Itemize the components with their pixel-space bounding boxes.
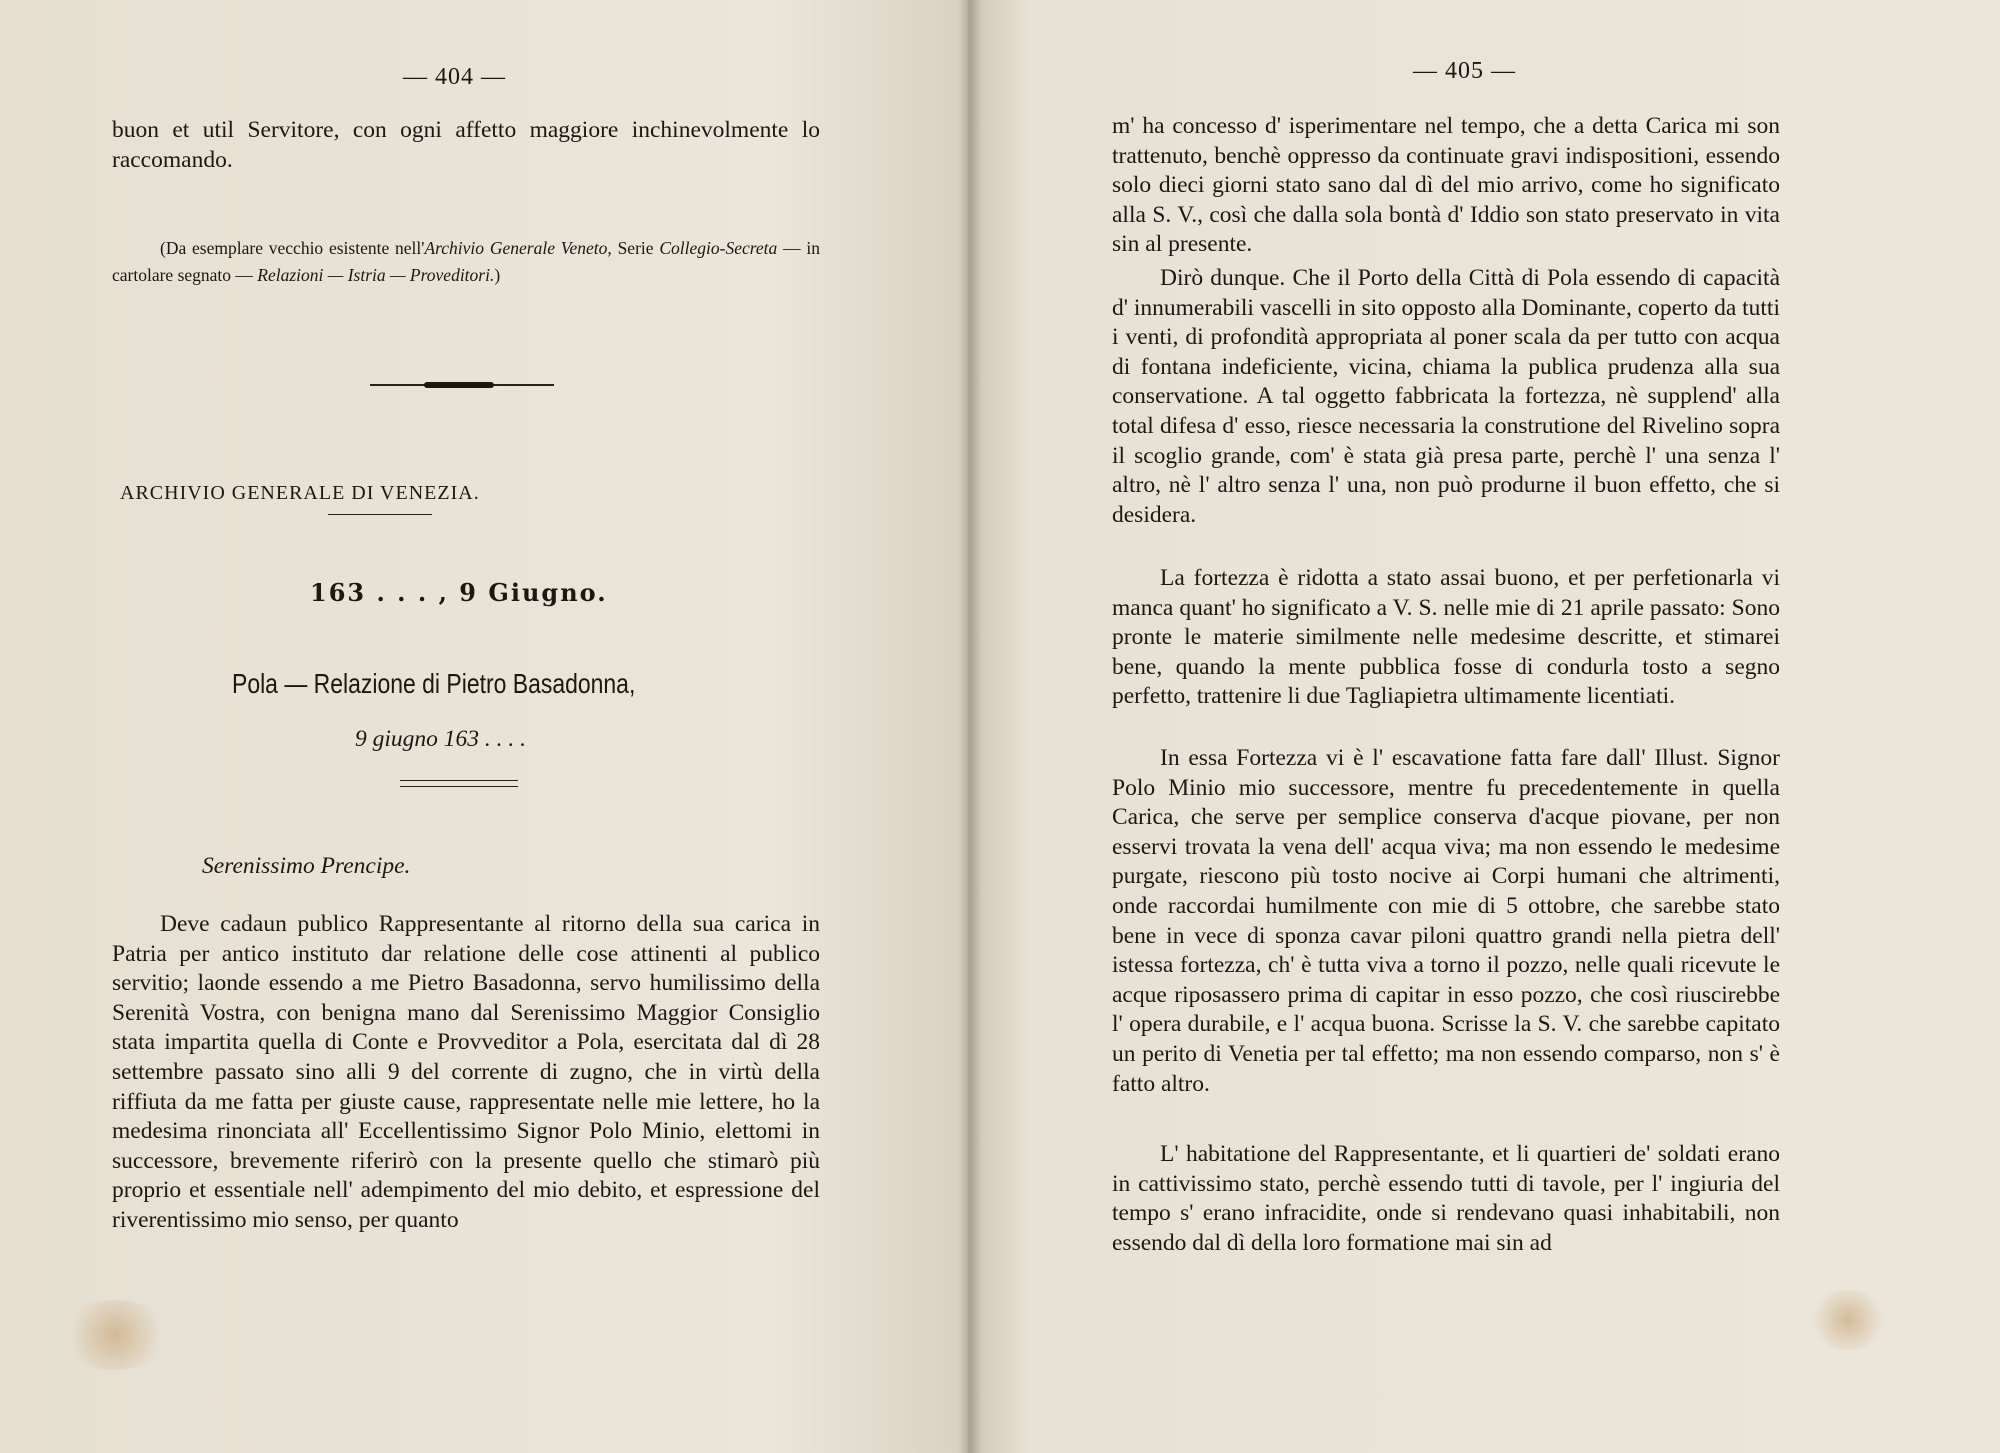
body-paragraph: Deve cadaun publico Rappresentante al ritorno della sua carica in Patria per antico instituto dar relatione delle cose attinenti al publico servitio; laonde essendo a me Pietro Basadonna, servo humilissimo della Serenità Vostra, con benigna mano dal Serenissimo Maggior Consiglio stata impartita quella di Conte e Provveditor a Pola, esercitata dal dì 28 settembre passato sino alli 9 del corrente di zugno, che in virtù della riffiuta da me fatta per giuste cause, rappresentate nelle mie lettere, ho la medesima rinonciata all' Eccellentissimo Signor Polo Minio, elettomi in successore, brevemente riferirò con la presente quello che stimarò più proprio et essentiale nell' adempimento del mio debito, et espressione del riverentissimo mio senso, per quanto [112,911,820,1233]
source-note-suffix: ) [494,265,501,285]
paper-stain [60,1300,170,1370]
continuation-text: buon et util Servitore, con ogni affetto maggiore inchinevolmente lo raccomando. [112,117,820,173]
source-note-prefix: (Da esemplare vecchio esistente nell' [160,238,425,258]
paper-stain [1808,1290,1888,1350]
source-note-archive: Archivio Generale Veneto, [424,238,612,258]
salutation: Serenissimo Prencipe. [202,853,411,879]
left-page [0,0,968,1453]
document-title: Pola — Relazione di Pietro Basadonna, [232,668,636,699]
archive-heading: ARCHIVIO GENERALE DI VENEZIA. [120,482,480,504]
source-note [112,235,820,289]
right-paragraph-5: L' habitatione del Rappresentante, et li quartieri de' soldati erano in cattivissimo stato, perchè essendo tutti di tavole, per l' ingiuria del tempo s' erano infracidite, onde si rendevano quasi inhabitabili, non essendo dal dì della loro formatione mai sin ad [1112,1141,1780,1256]
right-page-number: — 405 — [1413,58,1516,84]
archive-underline [328,514,432,515]
left-page-number: — 404 — [403,64,506,90]
right-paragraph-4: In essa Fortezza vi è l' escavatione fatta fare dall' Illust. Signor Polo Minio mio successore, mentre fu precedentemente in quella Carica, che serve per semplice conserva d'acque piovane, per non esservi trovata la vena dell' acqua viva; ma non essendo le medesime purgate, riescono più tosto nocive ai Corpi humani che altrimenti, onde raccordai humilmente con mie di 5 ottobre, che sarebbe stato bene in vece di sponza cavar piloni quattro grandi nella pietra dell' istessa fortezza, ch' è tutta viva a torno il pozzo, nelle quali ricevute le acque riposassero prima di capitar in esso pozzo, che così riuscirebbe l' opera durabile, e l' acqua buona. Scrisse la S. V. che sarebbe capitato un perito di Venetia per tal effetto; ma non essendo comparso, non s' è fatto altro. [1112,745,1780,1097]
book-gutter [958,0,982,1453]
source-note-mid1: Serie [611,238,660,258]
source-note-series: Collegio-Secreta [659,238,778,258]
right-paragraph-2: Dirò dunque. Che il Porto della Città di Pola essendo di capacità d' innumerabili vascelli in sito opposto alla Dominante, coperto da tutti i venti, di profondità appropriata al poner scala da per tutto con acqua di fontana indeficiente, vicina, chiama la publica prudenza alla sua conservatione. A tal oggetto fabbricata la fortezza, nè supplend' alla total difesa d' esso, riesce necessaria la construtione del Rivelino sopra il scoglio grande, com' è stata già presa parte, perchè l' una senza l' altro, nè l' altro senza l' una, non può produrne il buon effetto, che si desidera. [1112,265,1780,528]
right-paragraph-3: La fortezza è ridotta a stato assai buono, et per perfetionarla vi manca quant' ho significato a V. S. nelle mie di 21 aprile passato: Sono pronte le materie similmente nelle medesime descritte, et stimarei bene, quando la mente pubblica fosse di condurla tosto a segno perfetto, trattenire li due Tagliapietra ultimamente licentiati. [1112,565,1780,710]
document-date: 9 giugno 163 . . . . [355,726,527,752]
source-note-relazioni: Relazioni — Istria — Proveditori. [257,265,495,285]
source-note-mid2: — in cartolare segnato — [112,238,820,285]
document-number: 163 . . . , 9 Giugno. [310,578,608,607]
right-paragraph-1: m' ha concesso d' isperimentare nel tempo, che a detta Carica mi son trattenuto, benchè oppresso da continuate gravi indispositioni, essendo solo dieci giorni stato sano dal dì del mio arrivo, come ho significato alla S. V., così che dalla sola bontà d' Iddio son stato preservato in vita sin al presente. [1112,113,1780,258]
right-page [968,0,2000,1453]
